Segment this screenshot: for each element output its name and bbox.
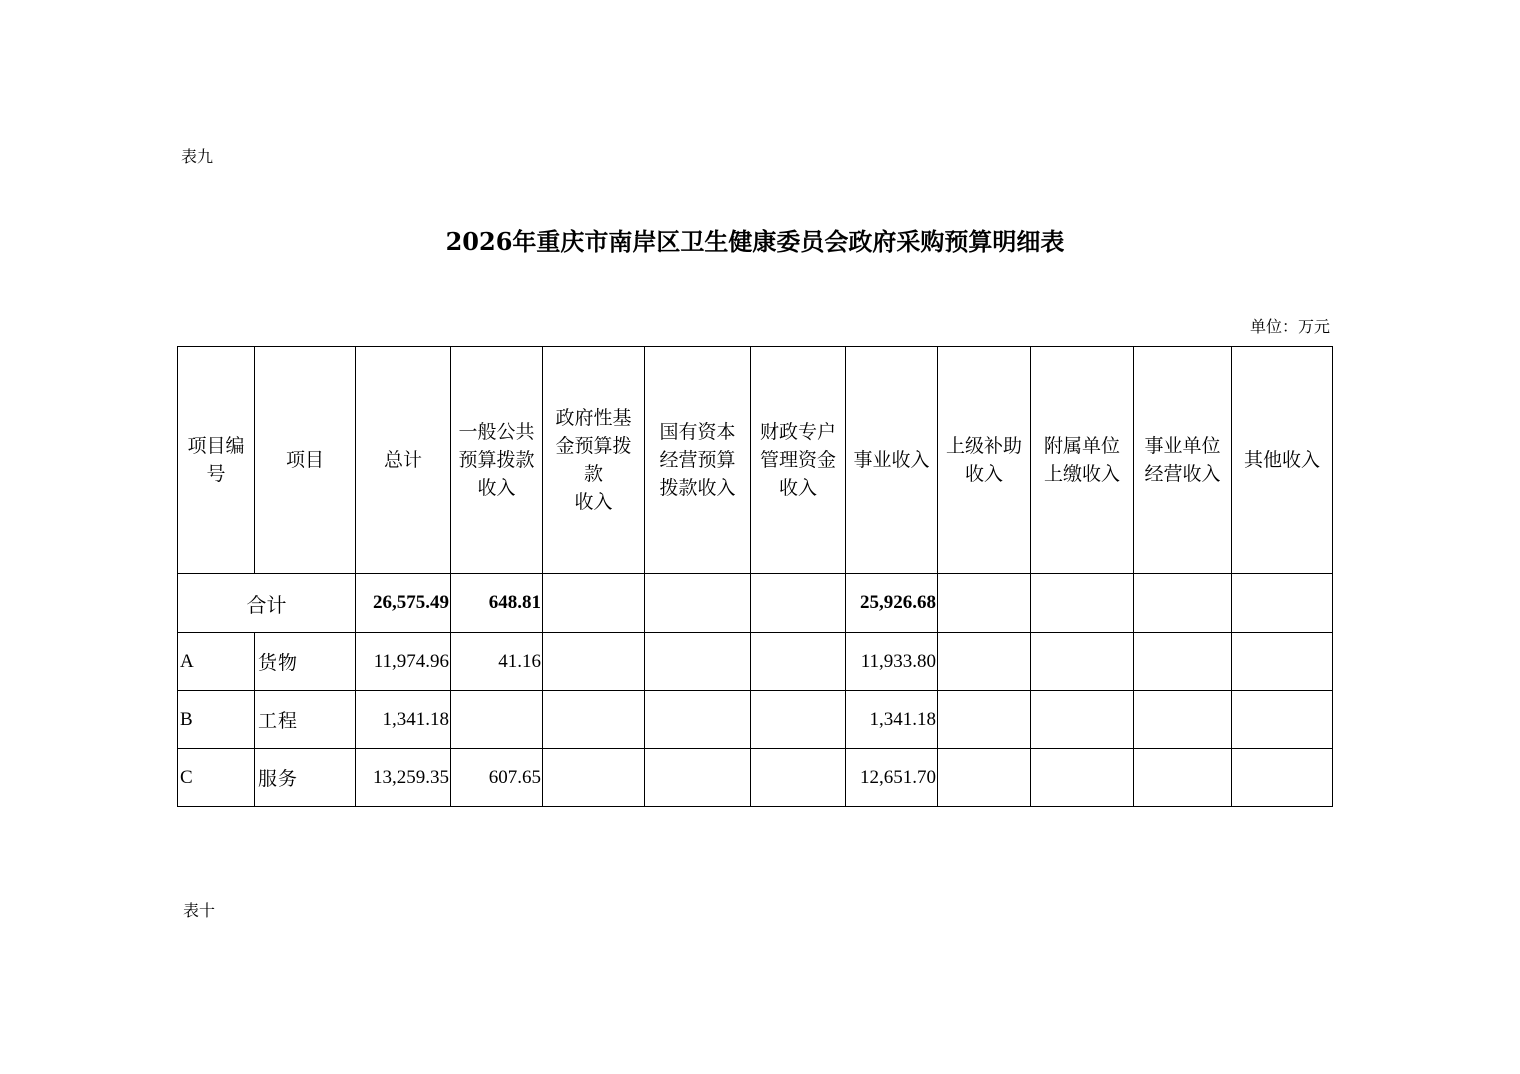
value-cell xyxy=(1134,749,1232,807)
next-table-number-label: 表十 xyxy=(183,901,216,920)
column-header-line: 事业收入 xyxy=(853,449,930,471)
value-cell xyxy=(1031,749,1134,807)
value-cell xyxy=(543,691,645,749)
column-header xyxy=(1031,347,1134,574)
column-header xyxy=(846,347,938,574)
value-cell xyxy=(645,691,751,749)
value-cell xyxy=(751,633,846,691)
column-header-line: 上缴收入 xyxy=(1043,463,1120,485)
total-value-cell: 648.81 xyxy=(451,574,543,633)
value-cell xyxy=(645,633,751,691)
value-cell xyxy=(938,691,1031,749)
column-header-line: 经营预算 xyxy=(659,449,736,471)
table-row xyxy=(178,633,1333,691)
value-cell: 1,341.18 xyxy=(846,691,938,749)
column-header xyxy=(1232,347,1333,574)
total-value-cell xyxy=(1031,574,1134,633)
value-cell: 12,651.70 xyxy=(846,749,938,807)
column-header-line: 事业单位 xyxy=(1144,435,1221,457)
column-header-line: 财政专户 xyxy=(759,421,836,443)
column-header xyxy=(178,347,255,574)
column-header-line: 管理资金 xyxy=(759,449,836,471)
column-header xyxy=(751,347,846,574)
total-value-cell: 25,926.68 xyxy=(846,574,938,633)
procurement-budget-table xyxy=(177,346,1333,807)
column-header-line: 拨款收入 xyxy=(659,477,736,499)
table-header-row xyxy=(178,347,1333,574)
value-cell xyxy=(1232,691,1333,749)
value-cell xyxy=(751,691,846,749)
table-number-label: 表九 xyxy=(181,147,214,166)
table-row xyxy=(178,749,1333,807)
item-name-cell: 服务 xyxy=(255,749,356,807)
column-header-line: 经营收入 xyxy=(1144,463,1221,485)
column-header-line: 其他收入 xyxy=(1243,449,1320,471)
value-cell xyxy=(1134,691,1232,749)
total-label: 合计 xyxy=(178,574,356,633)
value-cell: 607.65 xyxy=(451,749,543,807)
value-cell xyxy=(543,749,645,807)
value-cell: 13,259.35 xyxy=(356,749,451,807)
total-value-cell xyxy=(1232,574,1333,633)
total-value-cell: 26,575.49 xyxy=(356,574,451,633)
value-cell xyxy=(451,691,543,749)
column-header xyxy=(938,347,1031,574)
column-header-line: 号 xyxy=(206,463,226,485)
column-header-line: 项目编 xyxy=(187,435,245,457)
total-value-cell xyxy=(751,574,846,633)
column-header xyxy=(255,347,356,574)
column-header-line: 上级补助 xyxy=(945,435,1022,457)
value-cell xyxy=(1031,691,1134,749)
column-header xyxy=(645,347,751,574)
total-value-cell xyxy=(645,574,751,633)
column-header-line: 款 xyxy=(583,463,603,485)
column-header-line: 预算拨款 xyxy=(458,449,535,471)
item-name-cell: 货物 xyxy=(255,633,356,691)
item-code-cell: C xyxy=(178,749,255,807)
value-cell xyxy=(938,633,1031,691)
total-value-cell xyxy=(938,574,1031,633)
column-header xyxy=(1134,347,1232,574)
value-cell xyxy=(1031,633,1134,691)
value-cell: 11,933.80 xyxy=(846,633,938,691)
unit-label: 单位：万元 xyxy=(1249,317,1330,336)
table-row xyxy=(178,691,1333,749)
column-header-line: 收入 xyxy=(477,477,516,499)
item-code-cell: B xyxy=(178,691,255,749)
value-cell: 1,341.18 xyxy=(356,691,451,749)
item-name-cell: 工程 xyxy=(255,691,356,749)
value-cell xyxy=(1232,633,1333,691)
column-header-line: 政府性基 xyxy=(555,407,632,429)
column-header-line: 一般公共 xyxy=(458,421,535,443)
value-cell xyxy=(645,749,751,807)
column-header-line: 附属单位 xyxy=(1043,435,1120,457)
value-cell xyxy=(1134,633,1232,691)
value-cell: 11,974.96 xyxy=(356,633,451,691)
total-value-cell xyxy=(543,574,645,633)
total-value-cell xyxy=(1134,574,1232,633)
item-code-cell: A xyxy=(178,633,255,691)
total-row xyxy=(178,574,1333,633)
column-header-line: 国有资本 xyxy=(659,421,736,443)
column-header xyxy=(451,347,543,574)
column-header-line: 收入 xyxy=(574,491,613,513)
column-header-line: 总计 xyxy=(383,449,422,471)
value-cell xyxy=(938,749,1031,807)
column-header xyxy=(543,347,645,574)
document-title: 2026年重庆市南岸区卫生健康委员会政府采购预算明细表 xyxy=(445,227,1065,256)
column-header-line: 收入 xyxy=(778,477,817,499)
column-header xyxy=(356,347,451,574)
value-cell xyxy=(751,749,846,807)
column-header-line: 金预算拨 xyxy=(555,435,632,457)
column-header-line: 项目 xyxy=(285,449,324,471)
column-header-line: 收入 xyxy=(964,463,1003,485)
value-cell xyxy=(543,633,645,691)
value-cell xyxy=(1232,749,1333,807)
value-cell: 41.16 xyxy=(451,633,543,691)
